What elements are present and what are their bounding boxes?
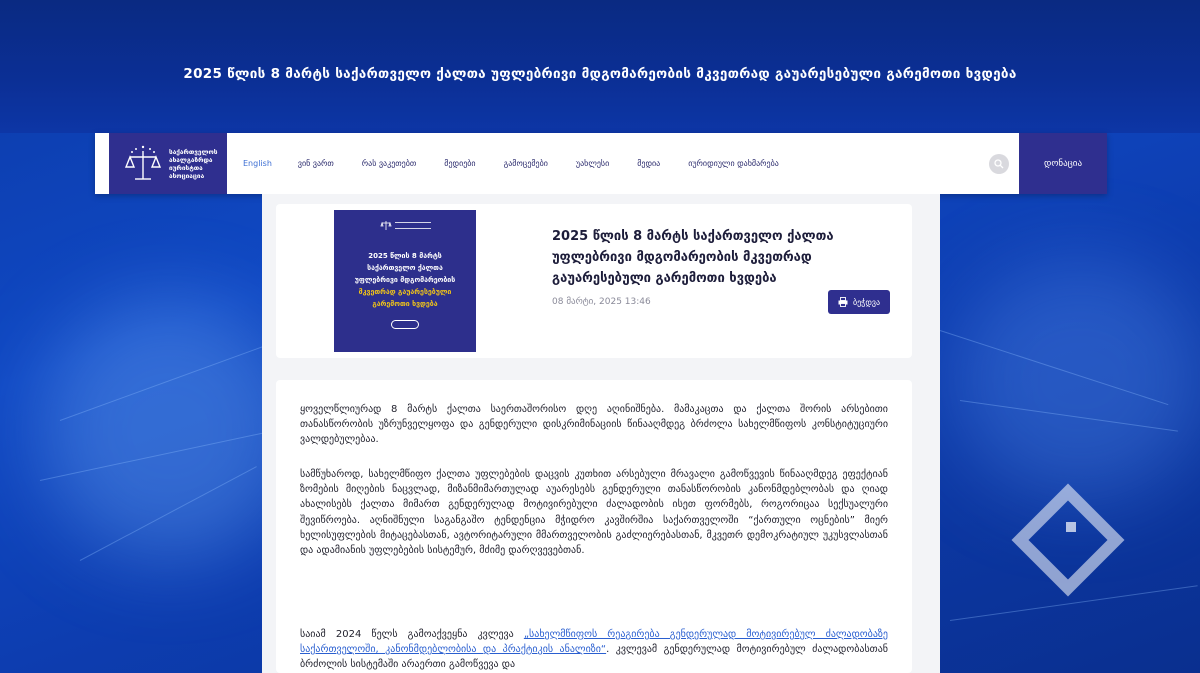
nav-item-what-we-do[interactable]: რას ვაკეთებთ bbox=[361, 159, 417, 168]
thumbnail-line: 2025 წლის 8 მარტს bbox=[368, 252, 442, 260]
content-panel bbox=[262, 194, 940, 673]
article-title: 2025 წლის 8 მარტს საქართველო ქალთა უფლებრივი მდგომარეობის მკვეთრად გაუარესებული გარემოთი ხვდება bbox=[552, 229, 834, 286]
paragraph-text: საიამ 2024 წელს გამოაქვეყნა კვლევა bbox=[300, 629, 524, 640]
logo-text bbox=[169, 148, 218, 180]
article-paragraph: ყოველწლიურად 8 მარტს ქალთა საერთაშორისო დღე აღინიშნება. მამაკაცთა და ქალთა შორის არსებითი თანასწორობის უზრუნველყოფა და გენდერული დისკრიმინაციის წინააღმდეგ ბრძოლა სახელმწიფოს კონსტიტუციური ვალდებულებაა. bbox=[300, 404, 888, 446]
scales-emblem-icon bbox=[123, 143, 163, 185]
printer-icon bbox=[838, 297, 848, 307]
logo-text-line: ასოციაცია bbox=[169, 171, 205, 180]
logo-text-line: ახალგაზრდა bbox=[169, 155, 213, 164]
logo-text-line: იურისტთა bbox=[169, 163, 203, 172]
search-button[interactable] bbox=[989, 154, 1009, 174]
nav-item-publications[interactable]: გამოცემები bbox=[503, 159, 548, 168]
logo-text-line: საქართველოს bbox=[169, 147, 218, 156]
print-button[interactable] bbox=[828, 290, 890, 314]
thumbnail-highlight: გარემოთი ხვდება bbox=[372, 300, 438, 308]
nav-item-legal-aid[interactable]: იურიდიული დახმარება bbox=[688, 159, 779, 168]
thumbnail-line: საქართველო ქალთა bbox=[367, 264, 443, 272]
article-header-card bbox=[276, 204, 912, 358]
main-menu bbox=[227, 159, 989, 168]
print-label: ბეჭდვა bbox=[852, 297, 881, 307]
thumbnail-highlight: მკვეთრად გაუარესებული bbox=[358, 288, 452, 296]
article-date: 08 მარტი, 2025 13:46 bbox=[552, 297, 651, 307]
site-navbar bbox=[95, 133, 1107, 194]
article-thumbnail bbox=[334, 210, 476, 352]
nav-item-english[interactable]: English bbox=[243, 159, 272, 168]
site-logo[interactable] bbox=[109, 133, 227, 194]
donate-button[interactable]: დონაცია bbox=[1019, 133, 1107, 194]
thumbnail-logo bbox=[378, 218, 432, 232]
nav-item-who-we-are[interactable]: ვინ ვართ bbox=[297, 159, 334, 168]
thumbnail-button bbox=[391, 320, 419, 329]
article-body-card bbox=[276, 380, 912, 673]
article-paragraph bbox=[300, 627, 888, 673]
article-paragraph: სამწუხაროდ, სახელმწიფო ქალთა უფლებების დაცვის კუთხით არსებული მრავალი გამოწვევის წინააღმდეგ ეფექტიან ზომების მიღების ნაცვლად, მიზანმიმართულად აუარესებს გენდერული თანასწორობის კანონმდებლობას და ღიად ახალისებს ქალთა მიმართ გენდერულად მოტივირებული ძალადობის ისეთ ფორმებს, როგორიცაა სექსუალური შევიწროება. აღნიშნული საგანგაშო ტენდენცია მჭიდრო კავშირშია საქართველოში “ქართული ოცნების” მიერ ხელისუფლების მიტაცებასთან, ავტორიტარული მმართველობის გაძლიერებასთან, მკვეთრ დემოკრატიულ უკუსვლასთან და ადამიანის უფლებების სისტემურ, მძიმე დარღვევებთან. bbox=[300, 469, 888, 557]
headline-banner bbox=[0, 0, 1200, 133]
study-link[interactable]: „სახელმწიფოს რეაგირება გენდერულად მოტივირებულ ძალადობაზე საქართველოში, კანონმდებლობისა და პრაქტიკის ანალიზი“ bbox=[300, 629, 888, 656]
scales-emblem-icon bbox=[380, 219, 392, 231]
nav-item-media[interactable]: მედია bbox=[637, 159, 661, 168]
search-icon bbox=[994, 159, 1004, 169]
nav-item-latest[interactable]: უახლესი bbox=[575, 159, 610, 168]
channel-logo-icon bbox=[1008, 480, 1128, 600]
paragraph-text: . კვლევამ გენდერულად მოტივირებულ ძალადობასთან ბრძოლის სისტემაში არაერთი გამოწვევა და bbox=[300, 644, 888, 671]
headline-title: 2025 წლის 8 მარტს საქართველო ქალთა უფლებრივი მდგომარეობის მკვეთრად გაუარესებული გარემოთი ხვდება bbox=[183, 66, 1017, 82]
thumbnail-line: უფლებრივი მდგომარეობის bbox=[354, 276, 456, 284]
nav-item-media-list[interactable]: მედიები bbox=[444, 159, 476, 168]
